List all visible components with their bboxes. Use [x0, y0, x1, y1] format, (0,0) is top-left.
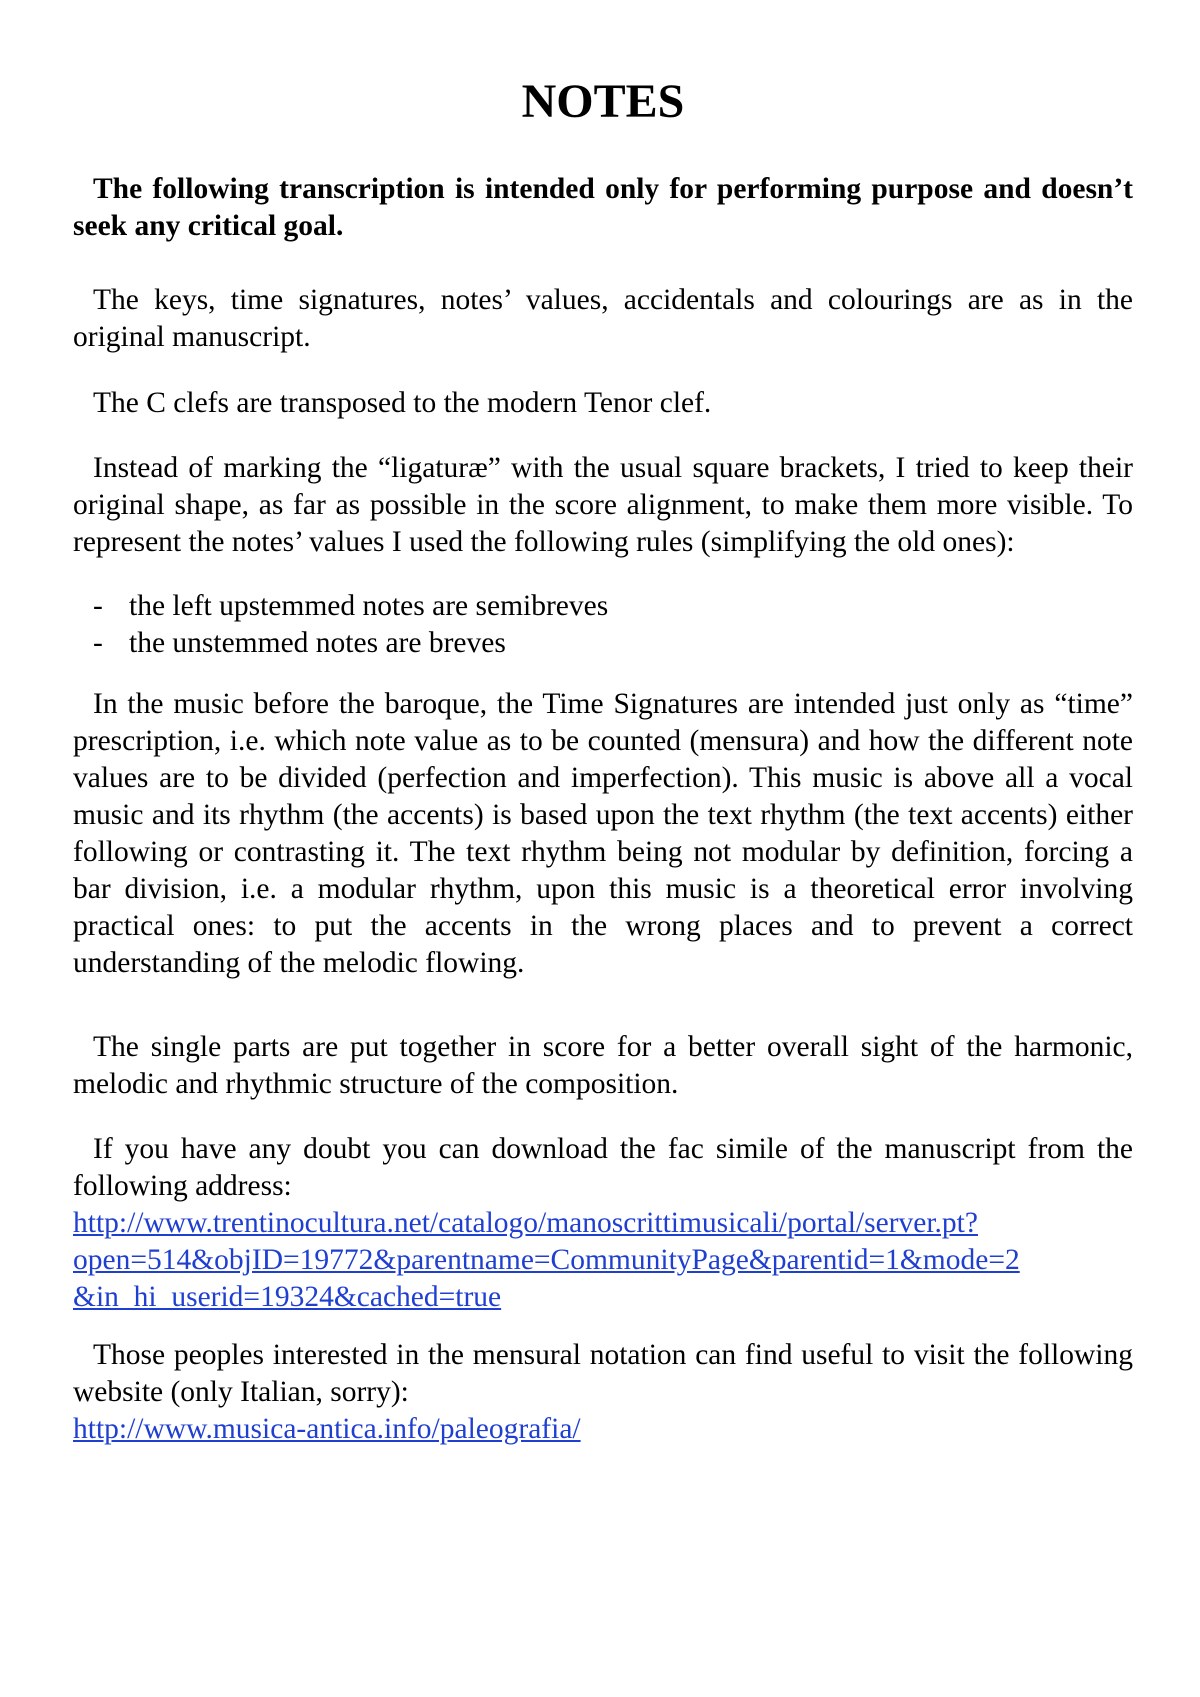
- ligaturae-paragraph: Instead of marking the “ligaturæ” with the usual square brackets, I tried to keep their original shape, as far as possible in the score alignment, to make them more visible. To represent the notes’ values I used the following rules (simplifying the old ones):: [73, 452, 1133, 558]
- manuscript-link-line-2[interactable]: open=514&objID=19772&parentname=CommunityPage&parentid=1&mode=2: [73, 1244, 1020, 1276]
- mensural-section: [73, 1337, 1133, 1448]
- list-item: [93, 588, 1133, 625]
- list-dash: -: [93, 590, 103, 622]
- page-title: NOTES: [521, 75, 685, 128]
- intro-paragraph: The following transcription is intended only for performing purpose and doesn’t seek any critical goal.: [73, 173, 1133, 242]
- clefs-paragraph: The C clefs are transposed to the modern Tenor clef.: [93, 387, 712, 419]
- keys-paragraph: The keys, time signatures, notes’ values, accidentals and colourings are as in the original manuscript.: [73, 284, 1133, 353]
- time-signature-paragraph: In the music before the baroque, the Time Signatures are intended just only as “time” prescription, i.e. which note value as to be counted (mensura) and how the different note values are to be divided (perfection and imperfection). This music is above all a vocal music and its rhythm (the accents) is based upon the text rhythm (the text accents) either following or contrasting it. The text rhythm being not modular by definition, forcing a bar division, i.e. a modular rhythm, upon this music is a theoretical error involving practical ones: to put the accents in the wrong places and to prevent a correct understanding of the melodic flowing.: [73, 688, 1133, 979]
- manuscript-link-line-3[interactable]: &in_hi_userid=19324&cached=true: [73, 1281, 502, 1313]
- score-paragraph: The single parts are put together in score for a better overall sight of the harmonic, melodic and rhythmic structure of the composition.: [73, 1031, 1133, 1100]
- rules-list: [93, 588, 1133, 662]
- list-dash: -: [93, 627, 103, 659]
- rule-text: the left upstemmed notes are semibreves: [129, 590, 609, 622]
- doubt-section: [73, 1131, 1133, 1316]
- list-item: [93, 625, 1133, 662]
- manuscript-link-line-1[interactable]: http://www.trentinocultura.net/catalogo/manoscrittimusicali/portal/server.pt?: [73, 1207, 978, 1239]
- paleografia-link[interactable]: http://www.musica-antica.info/paleografia/: [73, 1413, 581, 1445]
- doubt-paragraph: If you have any doubt you can download the fac simile of the manuscript from the following address:: [73, 1133, 1133, 1202]
- rule-text: the unstemmed notes are breves: [129, 627, 506, 659]
- mensural-paragraph: Those peoples interested in the mensural notation can find useful to visit the following website (only Italian, sorry):: [73, 1339, 1133, 1408]
